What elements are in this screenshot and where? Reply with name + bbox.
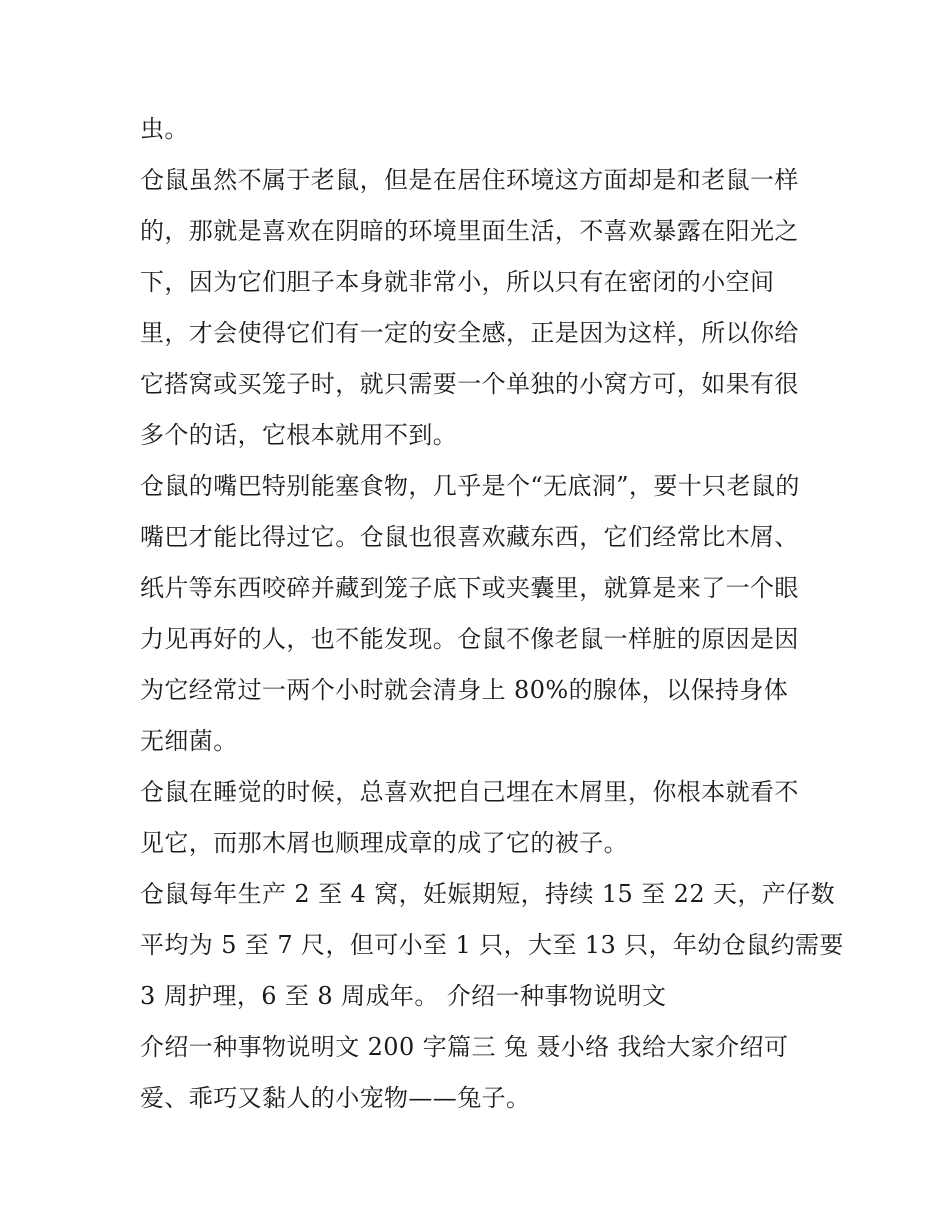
text-line: 力见再好的人，也不能发现。仓鼠不像老鼠一样脏的原因是因	[140, 625, 799, 653]
text-line: 介绍一种事物说明文 200 字篇三 兔 聂小络 我给大家介绍可	[140, 1033, 789, 1061]
text-line: 平均为 5 至 7 尺，但可小至 1 只，大至 13 只，年幼仓鼠约需要	[140, 931, 844, 959]
text-line: 的，那就是喜欢在阴暗的环境里面生活，不喜欢暴露在阳光之	[140, 217, 799, 245]
text-line: 仓鼠虽然不属于老鼠，但是在居住环境这方面却是和老鼠一样	[140, 166, 799, 194]
text-line: 仓鼠每年生产 2 至 4 窝，妊娠期短，持续 15 至 22 天，产仔数	[140, 880, 836, 908]
text-line: 3 周护理，6 至 8 周成年。 介绍一种事物说明文	[140, 982, 667, 1010]
text-line: 下，因为它们胆子本身就非常小，所以只有在密闭的小空间	[140, 268, 775, 296]
text-line: 见它，而那木屑也顺理成章的成了它的被子。	[140, 829, 628, 857]
text-line: 爱、乖巧又黏人的小宠物——兔子。	[140, 1084, 531, 1112]
text-line: 多个的话，它根本就用不到。	[140, 421, 458, 449]
text-line: 它搭窝或买笼子时，就只需要一个单独的小窝方可，如果有很	[140, 370, 799, 398]
text-line: 嘴巴才能比得过它。仓鼠也很喜欢藏东西，它们经常比木屑、	[140, 523, 799, 551]
text-line: 纸片等东西咬碎并藏到笼子底下或夹囊里，就算是来了一个眼	[140, 574, 799, 602]
text-line: 虫。	[140, 115, 189, 143]
text-line: 里，才会使得它们有一定的安全感，正是因为这样，所以你给	[140, 319, 799, 347]
text-line: 为它经常过一两个小时就会清身上 80%的腺体，以保持身体	[140, 676, 789, 704]
text-line: 无细菌。	[140, 727, 238, 755]
text-line: 仓鼠在睡觉的时候，总喜欢把自己埋在木屑里，你根本就看不	[140, 778, 799, 806]
text-line: 仓鼠的嘴巴特别能塞食物，几乎是个“无底洞”，要十只老鼠的	[140, 472, 800, 500]
